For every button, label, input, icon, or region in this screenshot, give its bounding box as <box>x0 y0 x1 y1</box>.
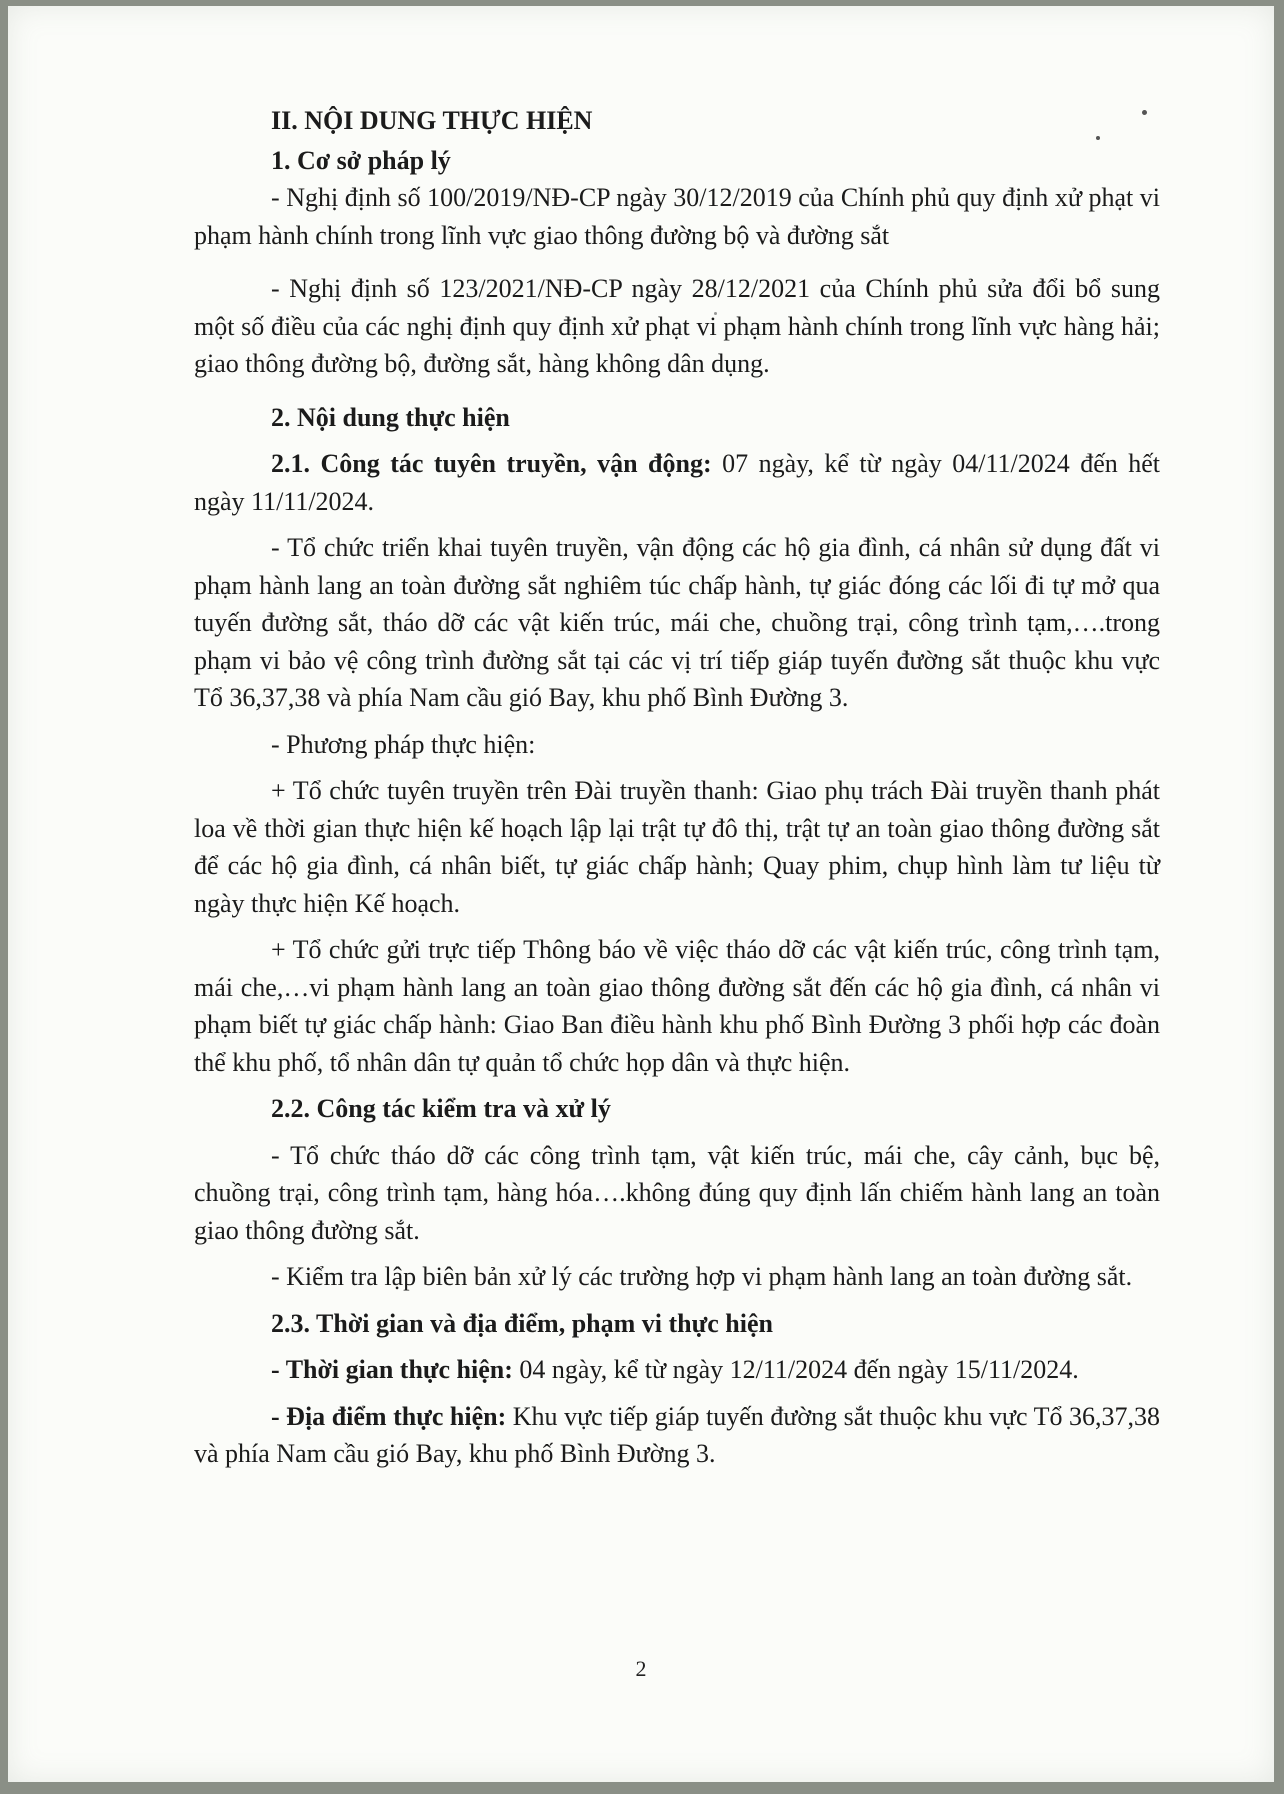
paragraph-place <box>194 1398 1160 1473</box>
heading-legal-basis: 1. Cơ sở pháp lý <box>271 145 451 175</box>
paragraph-direct-notice: + Tổ chức gửi trực tiếp Thông báo về việc tháo dỡ các vật kiến trúc, công trình tạm, mái che,…vi phạm hành lang an toàn giao thông đường sắt đến các hộ gia đình, cá nhân vi phạm biết tự giác chấp hành: Giao Ban điều hành khu phố Bình Đường 3 phối hợp các đoàn thể khu phố, tổ nhân dân tự quản tổ chức họp dân và thực hiện. <box>194 935 1160 1077</box>
heading-time-place: 2.3. Thời gian và địa điểm, phạm vi thực hiện <box>271 1308 773 1338</box>
place-value: Khu vực tiếp giáp tuyến đường sắt thuộc khu vực Tổ 36,37,38 và phía Nam cầu gió Bay, khu phố Bình Đường 3. <box>194 1401 1160 1468</box>
heading-inspection: 2.2. Công tác kiểm tra và xử lý <box>271 1094 611 1123</box>
time-lead: - Thời gian thực hiện: <box>271 1355 513 1384</box>
paragraph-radio-broadcast: + Tổ chức tuyên truyền trên Đài truyền thanh: Giao phụ trách Đài truyền thanh phát loa về thời gian thực hiện kế hoạch lập lại trật tự đô thị, trật tự an toàn giao thông đường sắt để các hộ gia đình, cá nhân biết, tự giác chấp hành; Quay phim, chụp hình làm tư liệu từ ngày thực hiện Kế hoạch. <box>194 776 1160 918</box>
page-number: 2 <box>635 1656 647 1681</box>
place-lead: - Địa điểm thực hiện: <box>271 1401 507 1431</box>
propaganda-period: 07 ngày, kể từ ngày 04/11/2024 đến hết ngày 11/11/2024. <box>194 449 1160 516</box>
paragraph-dismantle: - Tổ chức tháo dỡ các công trình tạm, vật kiến trúc, mái che, cây cảnh, bục bệ, chuồng trại, công trình tạm, hàng hóa….không đúng quy định lấn chiếm hành lang an toàn giao thông đường sắt. <box>194 1140 1160 1245</box>
document-body <box>194 102 1160 1473</box>
time-value: 04 ngày, kể từ ngày 12/11/2024 đến ngày 15/11/2024. <box>512 1355 1079 1384</box>
paragraph-propaganda-schedule <box>194 445 1160 520</box>
paragraph-propaganda-organize: - Tổ chức triển khai tuyên truyền, vận động các hộ gia đình, cá nhân sử dụng đất vi phạm hành lang an toàn đường sắt nghiêm túc chấp hành, tự giác đóng các lối đi tự mở qua tuyến đường sắt, tháo dỡ các vật kiến trúc, mái che, chuồng trại, công trình tạm,….trong phạm vi bảo vệ công trình đường sắt tại các vị trí tiếp giáp tuyến đường sắt thuộc khu vực Tổ 36,37,38 và phía Nam cầu gió Bay, khu phố Bình Đường 3. <box>194 533 1160 712</box>
paragraph-method: - Phương pháp thực hiện: <box>271 729 536 759</box>
paragraph-decree-100: - Nghị định số 100/2019/NĐ-CP ngày 30/12/2019 của Chính phủ quy định xử phạt vi phạm hành chính trong lĩnh vực giao thông đường bộ và đường sắt <box>194 183 1160 250</box>
document-page <box>8 6 1274 1782</box>
section-title: II. NỘI DUNG THỰC HIỆN <box>271 106 593 135</box>
paragraph-time <box>194 1351 1160 1389</box>
paragraph-inspection-record: - Kiểm tra lập biên bản xử lý các trường hợp vi phạm hành lang an toàn đường sắt. <box>271 1262 1133 1291</box>
heading-implementation-content: 2. Nội dung thực hiện <box>271 402 510 432</box>
paragraph-decree-123: - Nghị định số 123/2021/NĐ-CP ngày 28/12/2021 của Chính phủ sửa đổi bổ sung một số điều của các nghị định quy định xử phạt vi phạm hành chính trong lĩnh vực hàng hải; giao thông đường bộ, đường sắt, hàng không dân dụng. <box>194 274 1160 378</box>
propaganda-lead: 2.1. Công tác tuyên truyền, vận động: <box>271 449 712 478</box>
